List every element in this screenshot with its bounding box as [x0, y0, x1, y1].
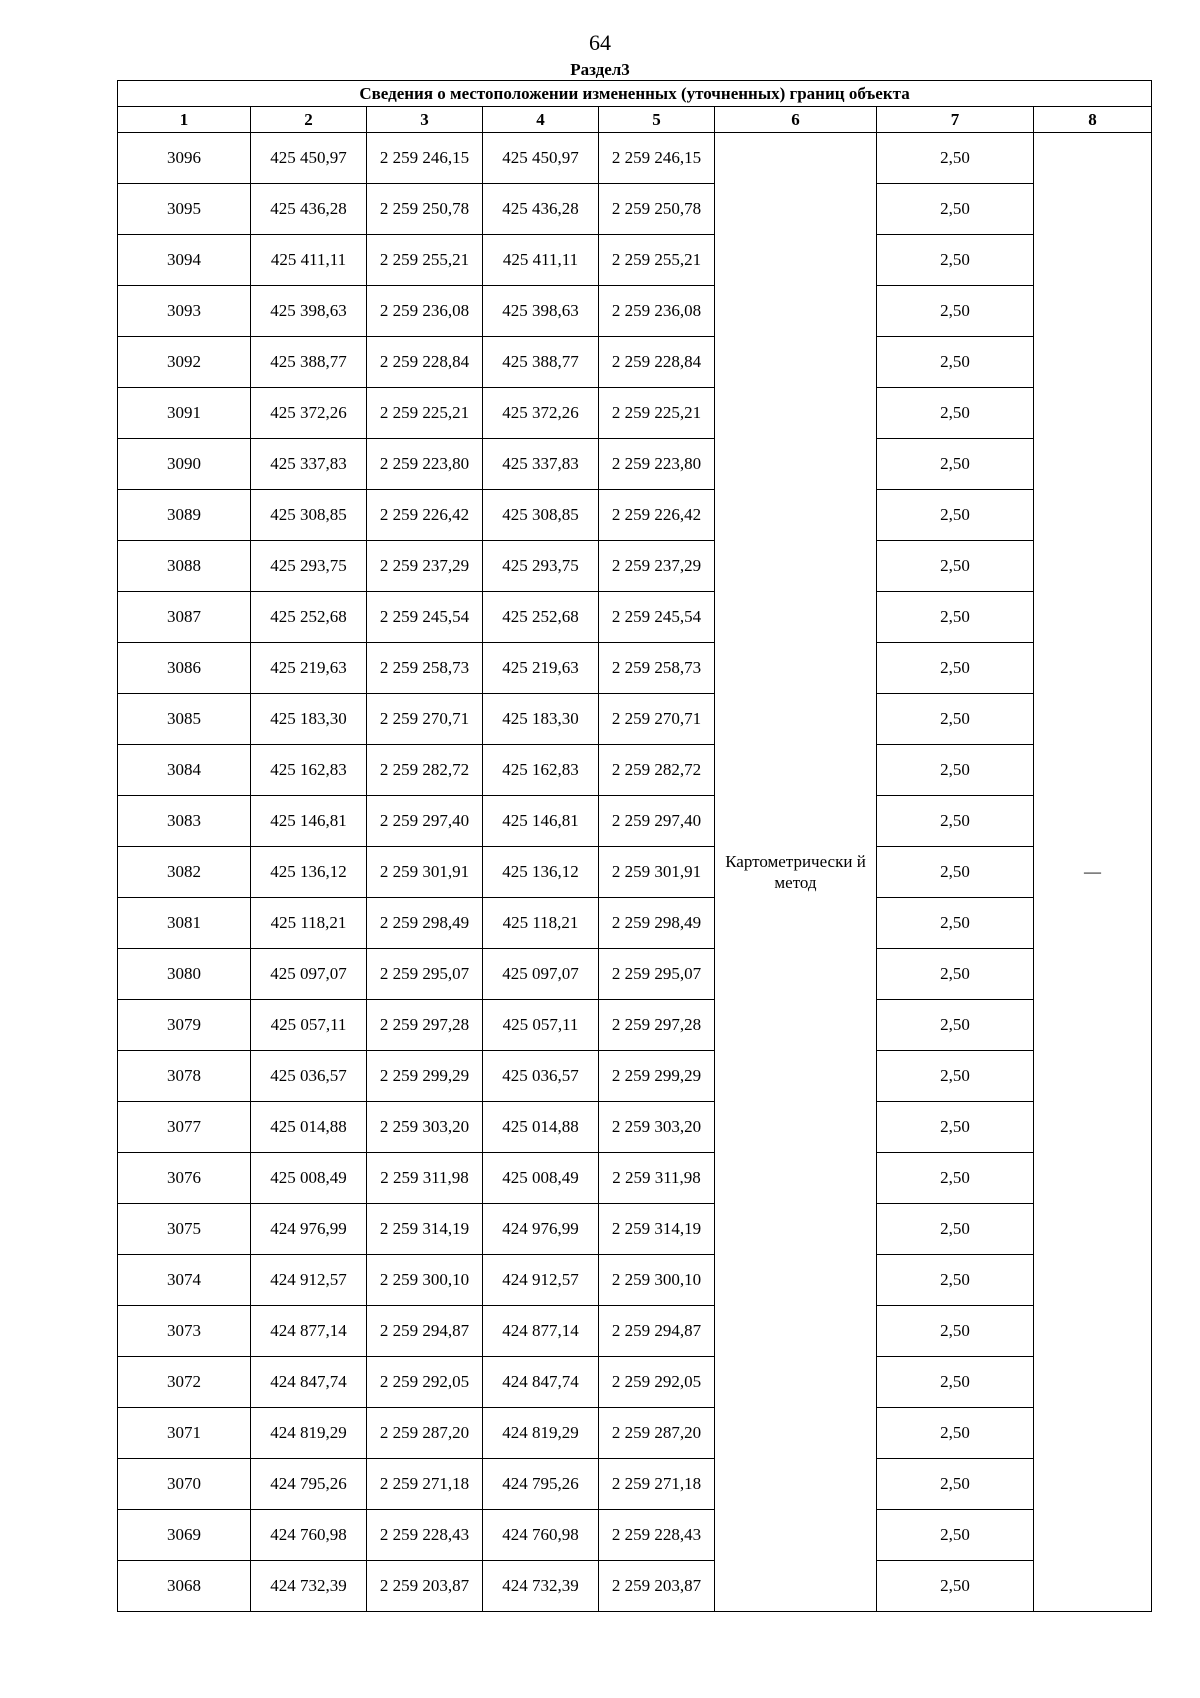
coordinate-x-cell: 425 136,12 — [251, 847, 367, 898]
coordinate-x-cell: 425 057,11 — [483, 1000, 599, 1051]
point-number-cell: 3095 — [118, 184, 251, 235]
coordinate-x-cell: 425 450,97 — [483, 133, 599, 184]
table-row — [118, 1408, 1152, 1459]
coordinate-y-cell: 2 259 250,78 — [367, 184, 483, 235]
accuracy-cell: 2,50 — [877, 1000, 1034, 1051]
coordinate-y-cell: 2 259 228,43 — [367, 1510, 483, 1561]
column-number: 6 — [715, 107, 877, 133]
table-row — [118, 694, 1152, 745]
coordinate-y-cell: 2 259 295,07 — [599, 949, 715, 1000]
table-row — [118, 1000, 1152, 1051]
coordinate-x-cell: 425 183,30 — [483, 694, 599, 745]
accuracy-cell: 2,50 — [877, 796, 1034, 847]
coordinate-y-cell: 2 259 236,08 — [599, 286, 715, 337]
coordinate-y-cell: 2 259 314,19 — [367, 1204, 483, 1255]
table-row — [118, 1051, 1152, 1102]
coordinate-x-cell: 424 760,98 — [251, 1510, 367, 1561]
coordinate-y-cell: 2 259 228,84 — [599, 337, 715, 388]
coordinate-y-cell: 2 259 301,91 — [599, 847, 715, 898]
table-row — [118, 388, 1152, 439]
column-number: 4 — [483, 107, 599, 133]
table-row — [118, 745, 1152, 796]
point-number-cell: 3076 — [118, 1153, 251, 1204]
coordinate-x-cell: 425 008,49 — [483, 1153, 599, 1204]
coordinate-x-cell: 425 388,77 — [483, 337, 599, 388]
column-numbers-row — [118, 107, 1152, 133]
coordinate-y-cell: 2 259 270,71 — [599, 694, 715, 745]
coordinate-x-cell: 424 912,57 — [251, 1255, 367, 1306]
coordinate-y-cell: 2 259 299,29 — [599, 1051, 715, 1102]
point-number-cell: 3074 — [118, 1255, 251, 1306]
coordinate-x-cell: 425 057,11 — [251, 1000, 367, 1051]
coordinate-x-cell: 425 162,83 — [251, 745, 367, 796]
point-number-cell: 3071 — [118, 1408, 251, 1459]
accuracy-cell: 2,50 — [877, 694, 1034, 745]
accuracy-cell: 2,50 — [877, 184, 1034, 235]
point-number-cell: 3094 — [118, 235, 251, 286]
coordinate-x-cell: 425 219,63 — [483, 643, 599, 694]
point-number-cell: 3072 — [118, 1357, 251, 1408]
table-row — [118, 541, 1152, 592]
accuracy-cell: 2,50 — [877, 1051, 1034, 1102]
accuracy-cell: 2,50 — [877, 1510, 1034, 1561]
coordinate-y-cell: 2 259 246,15 — [367, 133, 483, 184]
coordinate-x-cell: 425 097,07 — [251, 949, 367, 1000]
coordinate-x-cell: 425 008,49 — [251, 1153, 367, 1204]
point-number-cell: 3086 — [118, 643, 251, 694]
coordinate-x-cell: 425 136,12 — [483, 847, 599, 898]
coordinate-y-cell: 2 259 246,15 — [599, 133, 715, 184]
coordinate-y-cell: 2 259 297,28 — [367, 1000, 483, 1051]
coordinate-x-cell: 425 337,83 — [483, 439, 599, 490]
coordinate-x-cell: 424 877,14 — [251, 1306, 367, 1357]
coordinate-x-cell: 425 162,83 — [483, 745, 599, 796]
coordinate-x-cell: 425 293,75 — [483, 541, 599, 592]
coordinate-y-cell: 2 259 294,87 — [367, 1306, 483, 1357]
column-number: 3 — [367, 107, 483, 133]
coordinate-y-cell: 2 259 226,42 — [367, 490, 483, 541]
column-number: 2 — [251, 107, 367, 133]
point-number-cell: 3073 — [118, 1306, 251, 1357]
coordinate-x-cell: 424 819,29 — [483, 1408, 599, 1459]
coordinate-x-cell: 424 760,98 — [483, 1510, 599, 1561]
table-row — [118, 1561, 1152, 1612]
coordinate-y-cell: 2 259 255,21 — [367, 235, 483, 286]
coordinate-x-cell: 424 732,39 — [251, 1561, 367, 1612]
point-number-cell: 3075 — [118, 1204, 251, 1255]
coordinate-y-cell: 2 259 245,54 — [367, 592, 483, 643]
coordinate-x-cell: 425 014,88 — [251, 1102, 367, 1153]
table-row — [118, 235, 1152, 286]
coordinate-y-cell: 2 259 292,05 — [367, 1357, 483, 1408]
method-cell: Картометрически й метод — [715, 133, 877, 1612]
coordinate-y-cell: 2 259 237,29 — [367, 541, 483, 592]
point-number-cell: 3085 — [118, 694, 251, 745]
table-row — [118, 439, 1152, 490]
table-row — [118, 1459, 1152, 1510]
coordinate-y-cell: 2 259 311,98 — [367, 1153, 483, 1204]
coordinate-y-cell: 2 259 225,21 — [599, 388, 715, 439]
coordinate-y-cell: 2 259 294,87 — [599, 1306, 715, 1357]
accuracy-cell: 2,50 — [877, 1153, 1034, 1204]
coordinate-x-cell: 425 036,57 — [483, 1051, 599, 1102]
coordinate-x-cell: 424 877,14 — [483, 1306, 599, 1357]
coordinate-y-cell: 2 259 223,80 — [367, 439, 483, 490]
coordinate-y-cell: 2 259 270,71 — [367, 694, 483, 745]
point-number-cell: 3096 — [118, 133, 251, 184]
accuracy-cell: 2,50 — [877, 1102, 1034, 1153]
coordinate-x-cell: 425 372,26 — [251, 388, 367, 439]
accuracy-cell: 2,50 — [877, 949, 1034, 1000]
accuracy-cell: 2,50 — [877, 1561, 1034, 1612]
coordinate-y-cell: 2 259 271,18 — [599, 1459, 715, 1510]
coordinate-x-cell: 424 795,26 — [251, 1459, 367, 1510]
coordinate-x-cell: 425 252,68 — [483, 592, 599, 643]
coordinate-y-cell: 2 259 297,40 — [367, 796, 483, 847]
table-row — [118, 643, 1152, 694]
coordinate-x-cell: 424 976,99 — [251, 1204, 367, 1255]
accuracy-cell: 2,50 — [877, 1408, 1034, 1459]
point-number-cell: 3093 — [118, 286, 251, 337]
coordinate-y-cell: 2 259 282,72 — [599, 745, 715, 796]
coordinate-y-cell: 2 259 300,10 — [367, 1255, 483, 1306]
coordinate-x-cell: 424 976,99 — [483, 1204, 599, 1255]
coordinate-x-cell: 425 388,77 — [251, 337, 367, 388]
table-row — [118, 1153, 1152, 1204]
accuracy-cell: 2,50 — [877, 235, 1034, 286]
point-number-cell: 3070 — [118, 1459, 251, 1510]
coordinate-x-cell: 425 118,21 — [251, 898, 367, 949]
coordinate-y-cell: 2 259 258,73 — [599, 643, 715, 694]
coordinate-y-cell: 2 259 287,20 — [599, 1408, 715, 1459]
point-number-cell: 3078 — [118, 1051, 251, 1102]
coordinate-y-cell: 2 259 311,98 — [599, 1153, 715, 1204]
accuracy-cell: 2,50 — [877, 1357, 1034, 1408]
accuracy-cell: 2,50 — [877, 337, 1034, 388]
coordinate-x-cell: 425 146,81 — [251, 796, 367, 847]
coordinate-x-cell: 425 411,11 — [251, 235, 367, 286]
accuracy-cell: 2,50 — [877, 541, 1034, 592]
point-number-cell: 3077 — [118, 1102, 251, 1153]
page-number: 64 — [589, 30, 611, 55]
coordinate-y-cell: 2 259 258,73 — [367, 643, 483, 694]
table-row — [118, 1357, 1152, 1408]
coordinate-y-cell: 2 259 287,20 — [367, 1408, 483, 1459]
table-row — [118, 1255, 1152, 1306]
column-number: 5 — [599, 107, 715, 133]
table-row — [118, 184, 1152, 235]
section-title: Раздел3 — [570, 60, 630, 79]
coordinate-x-cell: 424 847,74 — [251, 1357, 367, 1408]
point-number-cell: 3084 — [118, 745, 251, 796]
coordinate-y-cell: 2 259 223,80 — [599, 439, 715, 490]
coordinate-y-cell: 2 259 225,21 — [367, 388, 483, 439]
table-row — [118, 949, 1152, 1000]
accuracy-cell: 2,50 — [877, 847, 1034, 898]
coordinate-y-cell: 2 259 314,19 — [599, 1204, 715, 1255]
coordinate-y-cell: 2 259 226,42 — [599, 490, 715, 541]
table-row — [118, 1510, 1152, 1561]
accuracy-cell: 2,50 — [877, 643, 1034, 694]
table-body — [118, 133, 1152, 1612]
point-number-cell: 3068 — [118, 1561, 251, 1612]
accuracy-cell: 2,50 — [877, 745, 1034, 796]
coordinate-y-cell: 2 259 236,08 — [367, 286, 483, 337]
coordinate-x-cell: 424 795,26 — [483, 1459, 599, 1510]
accuracy-cell: 2,50 — [877, 898, 1034, 949]
coordinate-y-cell: 2 259 228,84 — [367, 337, 483, 388]
coordinate-x-cell: 425 436,28 — [251, 184, 367, 235]
table-row — [118, 490, 1152, 541]
coordinate-x-cell: 425 097,07 — [483, 949, 599, 1000]
column-number: 7 — [877, 107, 1034, 133]
coordinate-x-cell: 425 036,57 — [251, 1051, 367, 1102]
coordinate-y-cell: 2 259 237,29 — [599, 541, 715, 592]
column-number: 8 — [1034, 107, 1152, 133]
coordinate-x-cell: 424 912,57 — [483, 1255, 599, 1306]
coordinate-x-cell: 425 450,97 — [251, 133, 367, 184]
table-row — [118, 286, 1152, 337]
table-row — [118, 1306, 1152, 1357]
coordinate-y-cell: 2 259 292,05 — [599, 1357, 715, 1408]
coordinate-x-cell: 425 436,28 — [483, 184, 599, 235]
coordinate-y-cell: 2 259 297,28 — [599, 1000, 715, 1051]
coordinate-y-cell: 2 259 228,43 — [599, 1510, 715, 1561]
accuracy-cell: 2,50 — [877, 1255, 1034, 1306]
table-row — [118, 337, 1152, 388]
table-row — [118, 1204, 1152, 1255]
coordinate-x-cell: 425 411,11 — [483, 235, 599, 286]
accuracy-cell: 2,50 — [877, 1306, 1034, 1357]
point-number-cell: 3087 — [118, 592, 251, 643]
accuracy-cell: 2,50 — [877, 439, 1034, 490]
coordinate-y-cell: 2 259 255,21 — [599, 235, 715, 286]
coordinate-x-cell: 425 337,83 — [251, 439, 367, 490]
coordinate-y-cell: 2 259 297,40 — [599, 796, 715, 847]
coordinate-x-cell: 424 847,74 — [483, 1357, 599, 1408]
point-number-cell: 3080 — [118, 949, 251, 1000]
table-row — [118, 796, 1152, 847]
coordinate-y-cell: 2 259 300,10 — [599, 1255, 715, 1306]
point-number-cell: 3090 — [118, 439, 251, 490]
coordinate-y-cell: 2 259 203,87 — [367, 1561, 483, 1612]
coordinate-y-cell: 2 259 245,54 — [599, 592, 715, 643]
coordinate-y-cell: 2 259 303,20 — [367, 1102, 483, 1153]
coordinate-x-cell: 425 219,63 — [251, 643, 367, 694]
point-number-cell: 3089 — [118, 490, 251, 541]
coordinate-x-cell: 425 398,63 — [251, 286, 367, 337]
table-row — [118, 847, 1152, 898]
coordinate-y-cell: 2 259 250,78 — [599, 184, 715, 235]
coordinate-x-cell: 425 372,26 — [483, 388, 599, 439]
accuracy-cell: 2,50 — [877, 1459, 1034, 1510]
point-number-cell: 3079 — [118, 1000, 251, 1051]
point-number-cell: 3083 — [118, 796, 251, 847]
coordinate-x-cell: 425 118,21 — [483, 898, 599, 949]
coordinate-x-cell: 425 252,68 — [251, 592, 367, 643]
coordinate-y-cell: 2 259 301,91 — [367, 847, 483, 898]
point-number-cell: 3088 — [118, 541, 251, 592]
accuracy-cell: 2,50 — [877, 286, 1034, 337]
point-number-cell: 3092 — [118, 337, 251, 388]
accuracy-cell: 2,50 — [877, 133, 1034, 184]
table-row — [118, 1102, 1152, 1153]
coordinate-x-cell: 425 398,63 — [483, 286, 599, 337]
point-number-cell: 3082 — [118, 847, 251, 898]
accuracy-cell: 2,50 — [877, 1204, 1034, 1255]
coordinate-y-cell: 2 259 298,49 — [599, 898, 715, 949]
coordinate-y-cell: 2 259 295,07 — [367, 949, 483, 1000]
coordinate-y-cell: 2 259 271,18 — [367, 1459, 483, 1510]
coordinate-x-cell: 425 293,75 — [251, 541, 367, 592]
coordinate-x-cell: 424 732,39 — [483, 1561, 599, 1612]
table-row — [118, 898, 1152, 949]
coordinate-y-cell: 2 259 298,49 — [367, 898, 483, 949]
accuracy-cell: 2,50 — [877, 592, 1034, 643]
coordinate-x-cell: 425 183,30 — [251, 694, 367, 745]
point-number-cell: 3091 — [118, 388, 251, 439]
column-number: 1 — [118, 107, 251, 133]
coordinate-x-cell: 425 308,85 — [483, 490, 599, 541]
column8-cell: — — [1034, 133, 1152, 1612]
table-row — [118, 133, 1152, 184]
point-number-cell: 3081 — [118, 898, 251, 949]
table-caption: Сведения о местоположении измененных (уточненных) границ объекта — [118, 81, 1152, 107]
accuracy-cell: 2,50 — [877, 490, 1034, 541]
coordinate-x-cell: 425 308,85 — [251, 490, 367, 541]
point-number-cell: 3069 — [118, 1510, 251, 1561]
coordinate-x-cell: 425 146,81 — [483, 796, 599, 847]
table-row — [118, 592, 1152, 643]
coordinate-x-cell: 425 014,88 — [483, 1102, 599, 1153]
coordinate-y-cell: 2 259 282,72 — [367, 745, 483, 796]
coordinate-y-cell: 2 259 203,87 — [599, 1561, 715, 1612]
coordinate-y-cell: 2 259 303,20 — [599, 1102, 715, 1153]
coordinate-y-cell: 2 259 299,29 — [367, 1051, 483, 1102]
boundary-coordinates-table — [117, 80, 1152, 1612]
accuracy-cell: 2,50 — [877, 388, 1034, 439]
coordinate-x-cell: 424 819,29 — [251, 1408, 367, 1459]
